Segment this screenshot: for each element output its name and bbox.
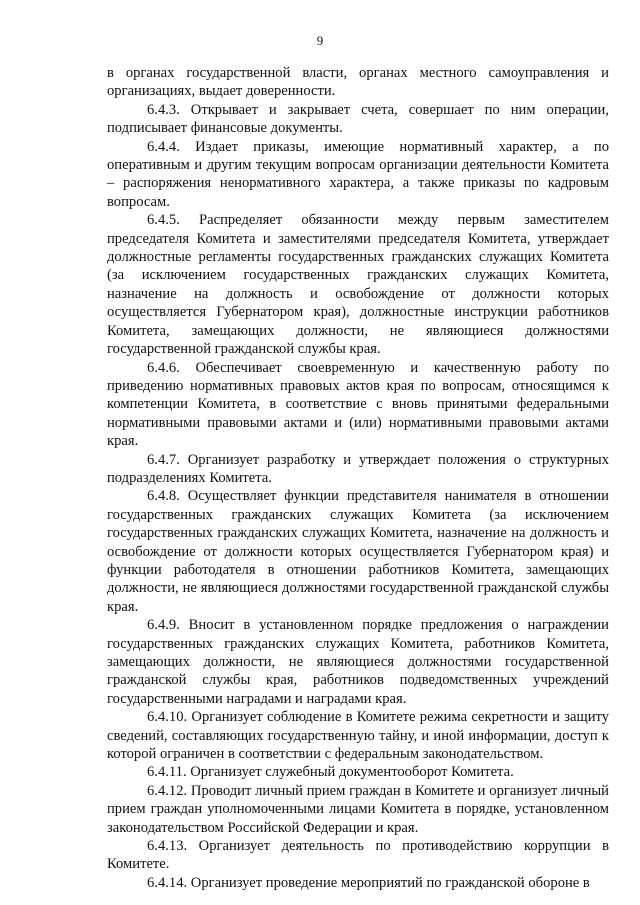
paragraph-6-4-9: 6.4.9. Вносит в установленном порядке предложения о награждении государственных гражданских служащих Комитета, работников Комитета, замещающих должности, не являющиеся должностями государственной гражданской службы края, работников подведомственных учреждений государственными наградами и наградами края. [107,617,609,707]
paragraph-6-4-10: 6.4.10. Организует соблюдение в Комитете режима секретности и защиту сведений, составляющих государственную тайну, и иной информации, доступ к которой ограничен в соответствии с федеральным законодательством. [107,709,609,763]
paragraph-6-4-13: 6.4.13. Организует деятельность по противодействию коррупции в Комитете. [107,838,609,873]
paragraph-6-4-7: 6.4.7. Организует разработку и утверждает положения о структурных подразделениях Комитета. [107,451,609,486]
paragraph-6-4-6: 6.4.6. Обеспечивает своевременную и качественную работу по приведению нормативных правовых актов края по вопросам, относящимся к компетенции Комитета, в соответствие с вновь принятыми федеральными нормативными правовыми актами и (или) нормативными правовыми актами края. [107,359,609,450]
paragraph-6-4-14: 6.4.14. Организует проведение мероприятий по гражданской обороне в [147,874,590,891]
page-number: 9 [316,33,324,48]
paragraph-6-4-4: 6.4.4. Издает приказы, имеющие нормативный характер, а по оперативным и другим текущим вопросам организации деятельности Комитета – распоряжения ненормативного характера, а также приказы по кадровым вопросам. [107,138,609,210]
document-body [107,64,609,892]
paragraph-6-4-12: 6.4.12. Проводит личный прием граждан в Комитете и организует личный прием граждан уполномоченными лицами Комитета в порядке, установленном законодательством Российской Федерации и края. [107,782,609,836]
paragraph-6-4-8: 6.4.8. Осуществляет функции представителя нанимателя в отношении государственных гражданских служащих Комитета (за исключением государственных гражданских служащих Комитета, назначение на должность и освобождение от должности которых осуществляется Губернатором края) и функции работодателя в отношении работников Комитета, замещающих должности, не являющиеся должностями государственной гражданской службы края. [107,488,609,615]
paragraph-continuation: в органах государственной власти, органах местного самоуправления и организациях, выдает доверенности. [107,65,609,100]
paragraph-6-4-3: 6.4.3. Открывает и закрывает счета, совершает по ним операции, подписывает финансовые документы. [107,101,609,137]
paragraph-6-4-11: 6.4.11. Организует служебный документооборот Комитета. [147,764,514,781]
paragraph-6-4-5: 6.4.5. Распределяет обязанности между первым заместителем председателя Комитета и заместителями председателя Комитета, утверждает должностные регламенты государственных гражданских служащих Комитета (за исключением государственных гражданских служащих Комитета, назначение на должность и освобождение от должности которых осуществляется Губернатором края), должностные инструкции работников Комитета, замещающих должности, не являющиеся должностями государственной гражданской службы края. [107,212,609,358]
